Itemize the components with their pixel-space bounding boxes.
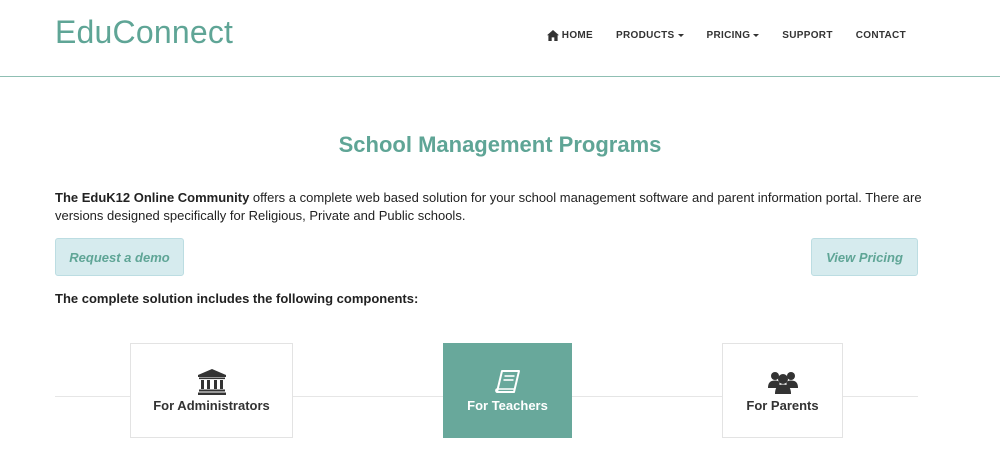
view-pricing-button[interactable]: View Pricing	[811, 238, 918, 276]
card-parents[interactable]	[722, 343, 843, 438]
components-heading: The complete solution includes the following components:	[55, 291, 419, 306]
site-logo[interactable]: EduConnect	[55, 14, 234, 50]
intro-bold: The EduK12 Online Community	[55, 190, 250, 205]
nav-support[interactable]	[782, 28, 832, 42]
card-teachers-label: For Teachers	[467, 398, 548, 413]
intro-text: offers a complete web based solution for your school management software and parent information portal. There are versions designed specifically for Religious, Private and Public schools.	[55, 190, 922, 223]
card-administrators[interactable]	[130, 343, 293, 438]
card-teachers[interactable]	[443, 343, 572, 438]
nav-home[interactable]	[547, 28, 593, 42]
page-title: School Management Programs	[338, 132, 662, 157]
main-nav	[547, 28, 906, 42]
book-icon	[495, 369, 521, 395]
site-header	[0, 0, 1000, 77]
nav-home-label: HOME	[561, 29, 593, 41]
request-demo-button[interactable]: Request a demo	[55, 238, 184, 276]
nav-contact[interactable]	[856, 28, 906, 42]
caret-down-icon	[678, 34, 684, 37]
nav-pricing-label: PRICING	[706, 29, 751, 41]
caret-down-icon	[753, 34, 759, 37]
nav-products-label: PRODUCTS	[616, 29, 675, 41]
card-administrators-label: For Administrators	[153, 398, 270, 413]
building-icon	[198, 369, 226, 395]
intro-paragraph	[55, 189, 925, 225]
users-icon	[768, 369, 798, 395]
nav-support-label: SUPPORT	[782, 29, 833, 41]
home-icon	[547, 30, 559, 41]
card-parents-label: For Parents	[746, 398, 819, 413]
nav-pricing[interactable]	[707, 28, 760, 42]
nav-contact-label: CONTACT	[855, 29, 906, 41]
nav-products[interactable]	[616, 28, 684, 42]
